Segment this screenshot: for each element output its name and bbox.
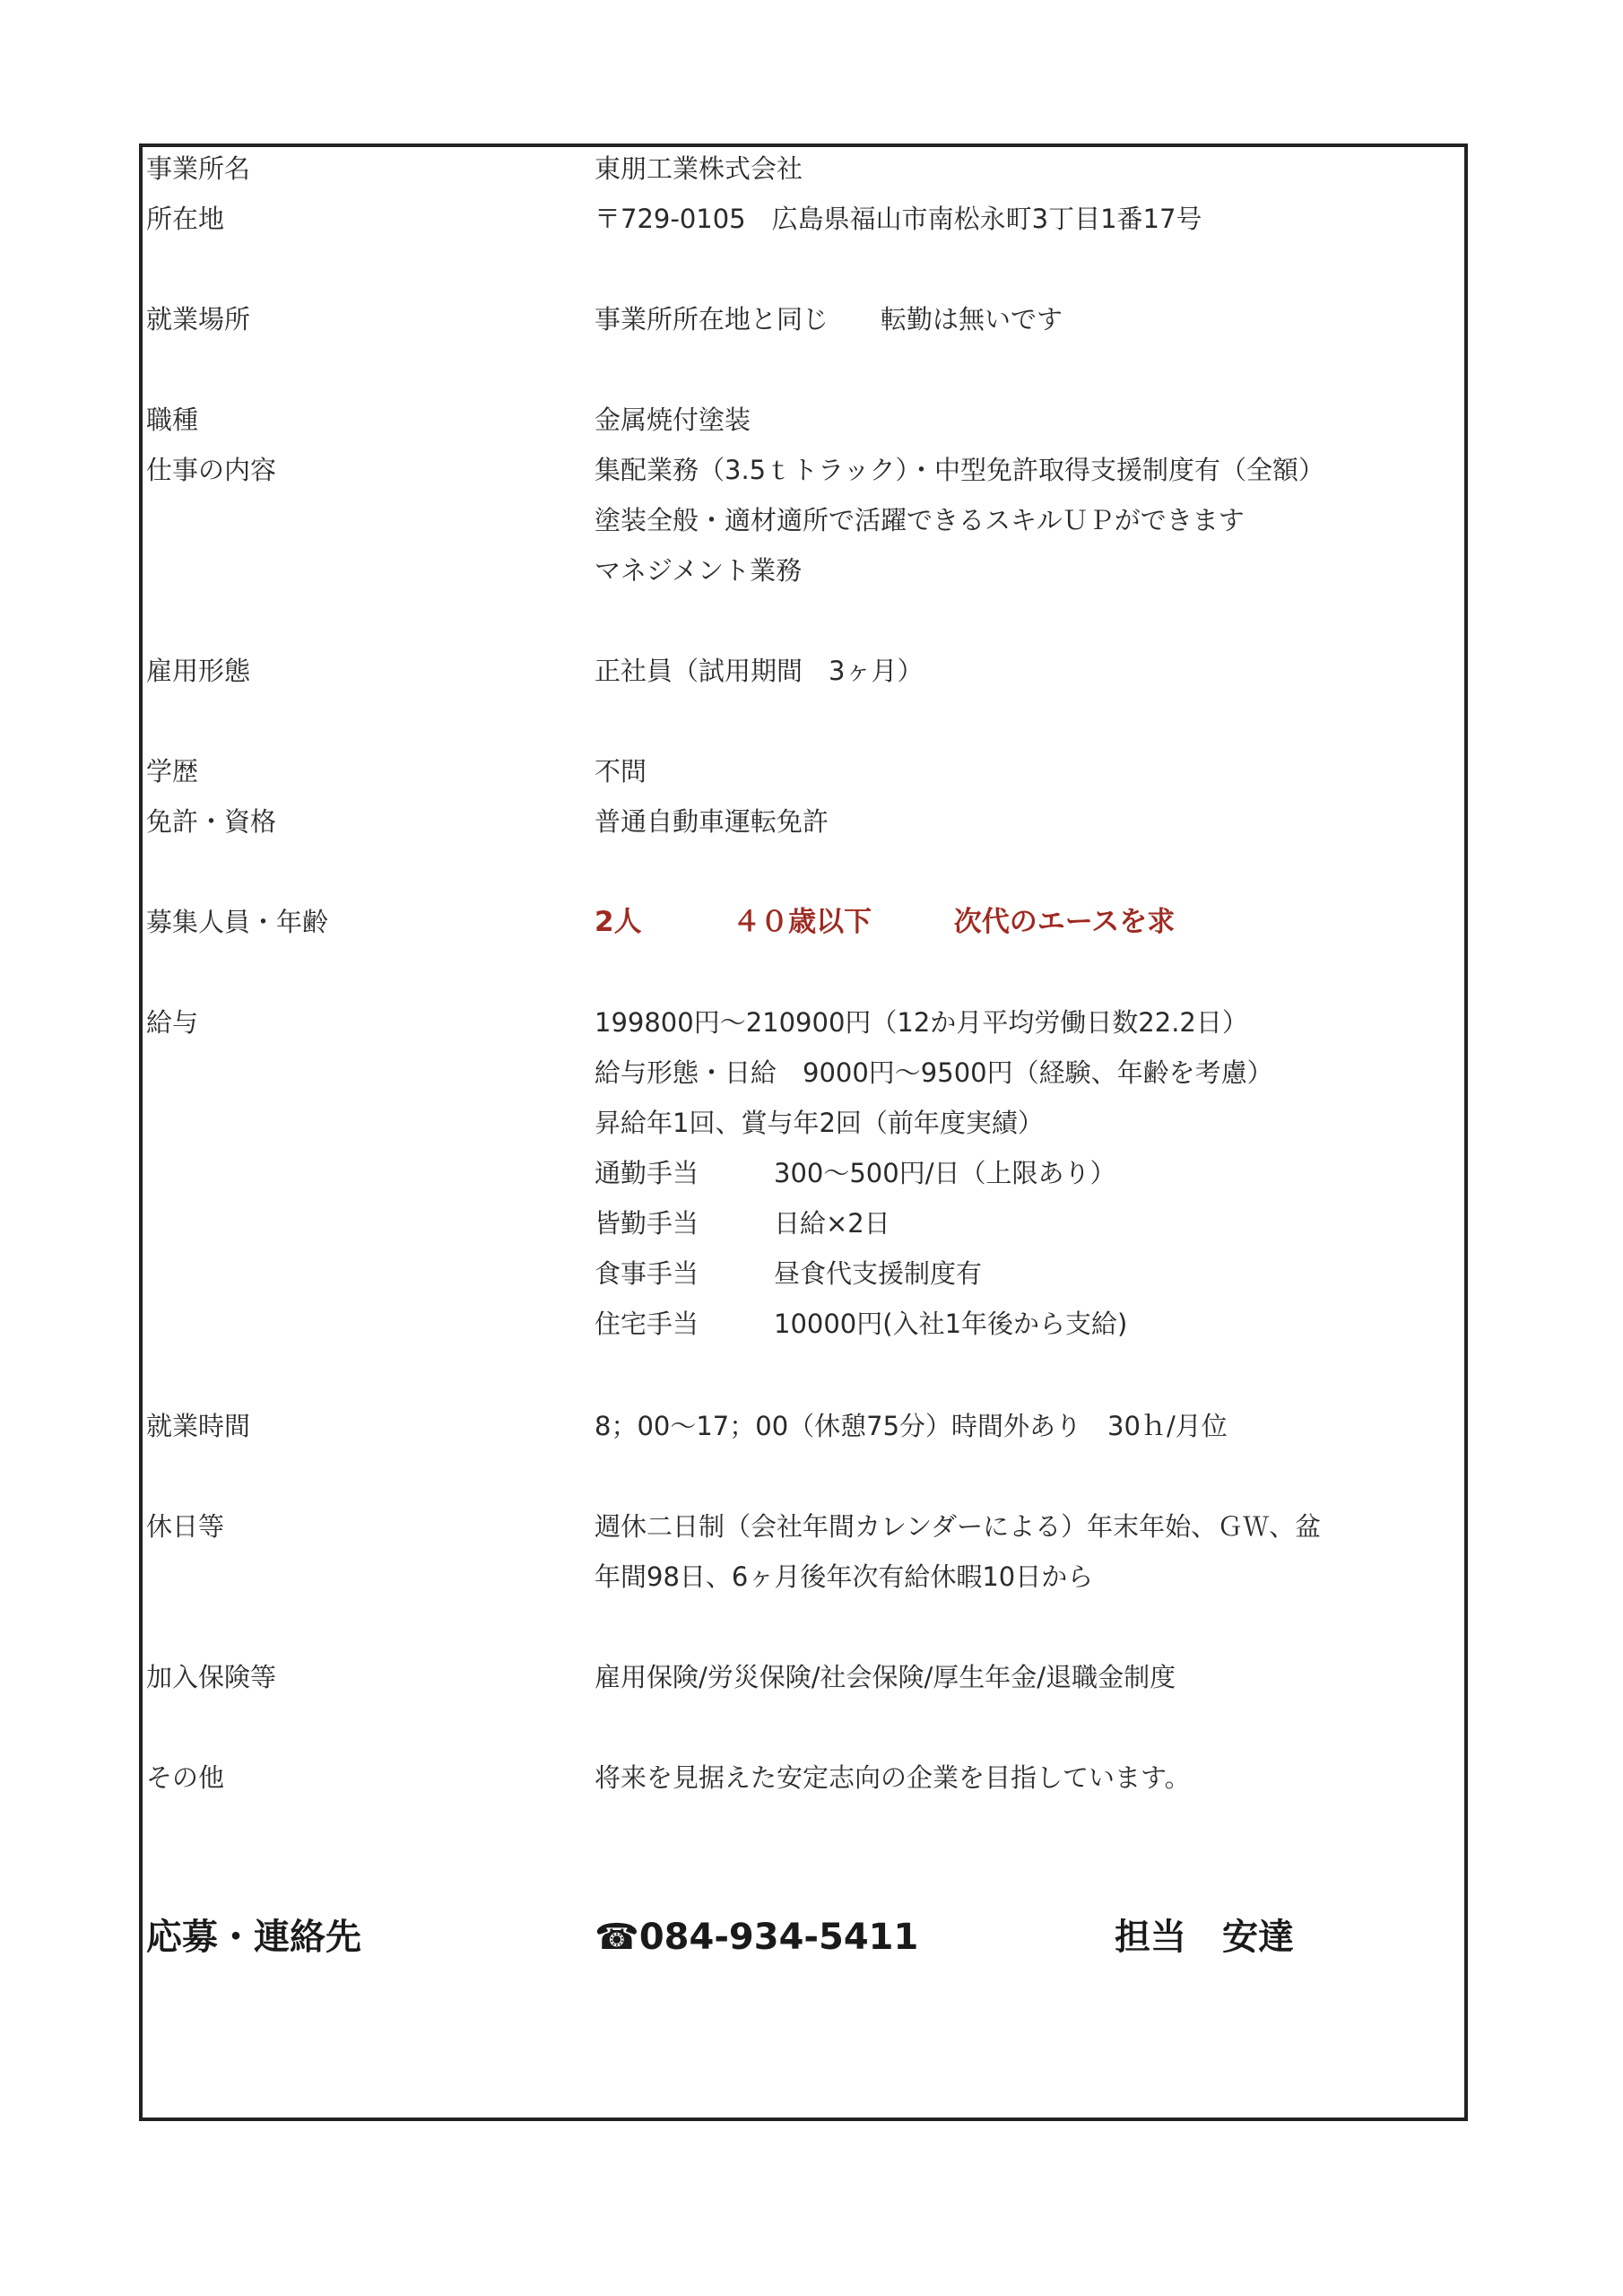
holidays-label: 休日等 — [146, 1511, 225, 1542]
insurance-value: 雇用保険/労災保険/社会保険/厚生年金/退職金制度 — [595, 1662, 1176, 1692]
allowance-name: 食事手当 — [595, 1258, 699, 1289]
contact-person: 担当 安達 — [1115, 1917, 1294, 1958]
salary-line: 199800円～210900円（12か月平均労働日数22.2日） — [595, 1007, 1248, 1038]
recruitment-label: 募集人員・年齢 — [146, 907, 329, 937]
job-type-label: 職種 — [146, 404, 199, 435]
hours-label: 就業時間 — [146, 1411, 251, 1441]
allowance-row — [595, 1299, 1273, 1349]
salary-value — [595, 997, 1273, 1349]
allowance-row — [595, 1248, 1273, 1299]
insurance-label: 加入保険等 — [146, 1662, 277, 1692]
other-value: 将来を見据えた安定志向の企業を目指しています。 — [595, 1762, 1191, 1793]
allowance-value: 昼食代支援制度有 — [774, 1258, 983, 1289]
allowance-name: 通勤手当 — [595, 1158, 699, 1188]
job-content-line: マネジメント業務 — [595, 555, 803, 586]
education-value: 不問 — [595, 756, 647, 787]
salary-line: 昇給年1回、賞与年2回（前年度実績） — [595, 1108, 1044, 1138]
location-label: 所在地 — [146, 204, 225, 234]
location-value: 〒729-0105 広島県福山市南松永町3丁目1番17号 — [595, 204, 1202, 234]
company-name-label: 事業所名 — [146, 153, 251, 184]
allowance-name: 皆勤手当 — [595, 1208, 699, 1239]
workplace-value: 事業所所在地と同じ 転勤は無いです — [595, 304, 1063, 335]
allowance-value: 300～500円/日（上限あり） — [774, 1158, 1116, 1188]
company-name-value: 東朋工業株式会社 — [595, 153, 803, 184]
allowance-value: 日給×2日 — [774, 1208, 890, 1239]
license-value: 普通自動車運転免許 — [595, 806, 829, 837]
job-content-line: 塗装全般・適材適所で活躍できるスキルＵＰができます — [595, 505, 1245, 535]
job-content-value — [595, 445, 1324, 596]
salary-line: 給与形態・日給 9000円～9500円（経験、年齢を考慮） — [595, 1057, 1273, 1088]
holidays-line: 年間98日、6ヶ月後年次有給休暇10日から — [595, 1561, 1094, 1592]
license-label: 免許・資格 — [146, 806, 277, 837]
contact-label: 応募・連絡先 — [146, 1917, 361, 1958]
employment-value: 正社員（試用期間 3ヶ月） — [595, 656, 924, 686]
holidays-value — [595, 1501, 1321, 1602]
contact-phone[interactable]: ☎084-934-5411 — [595, 1917, 919, 1958]
recruitment-note: 次代のエースを求 — [953, 906, 1176, 938]
allowance-value: 10000円(入社1年後から支給) — [774, 1309, 1128, 1339]
workplace-label: 就業場所 — [146, 304, 251, 335]
recruitment-age: ４０歳以下 — [733, 906, 872, 938]
education-label: 学歴 — [146, 756, 199, 787]
employment-label: 雇用形態 — [146, 656, 251, 686]
hours-value: 8；00～17；00（休憩75分）時間外あり 30ｈ/月位 — [595, 1411, 1228, 1441]
allowance-row — [595, 1148, 1273, 1198]
allowance-row — [595, 1198, 1273, 1248]
job-content-line: 集配業務（3.5ｔトラック）・中型免許取得支援制度有（全額） — [595, 455, 1325, 485]
allowance-name: 住宅手当 — [595, 1309, 699, 1339]
holidays-line: 週休二日制（会社年間カレンダーによる）年末年始、ＧＷ、盆 — [595, 1511, 1322, 1542]
job-content-label: 仕事の内容 — [146, 455, 277, 485]
recruitment-value — [595, 897, 1175, 947]
other-label: その他 — [146, 1762, 225, 1793]
recruitment-count: 2人 — [595, 906, 642, 938]
job-type-value: 金属焼付塗装 — [595, 404, 751, 435]
salary-label: 給与 — [146, 1007, 199, 1038]
